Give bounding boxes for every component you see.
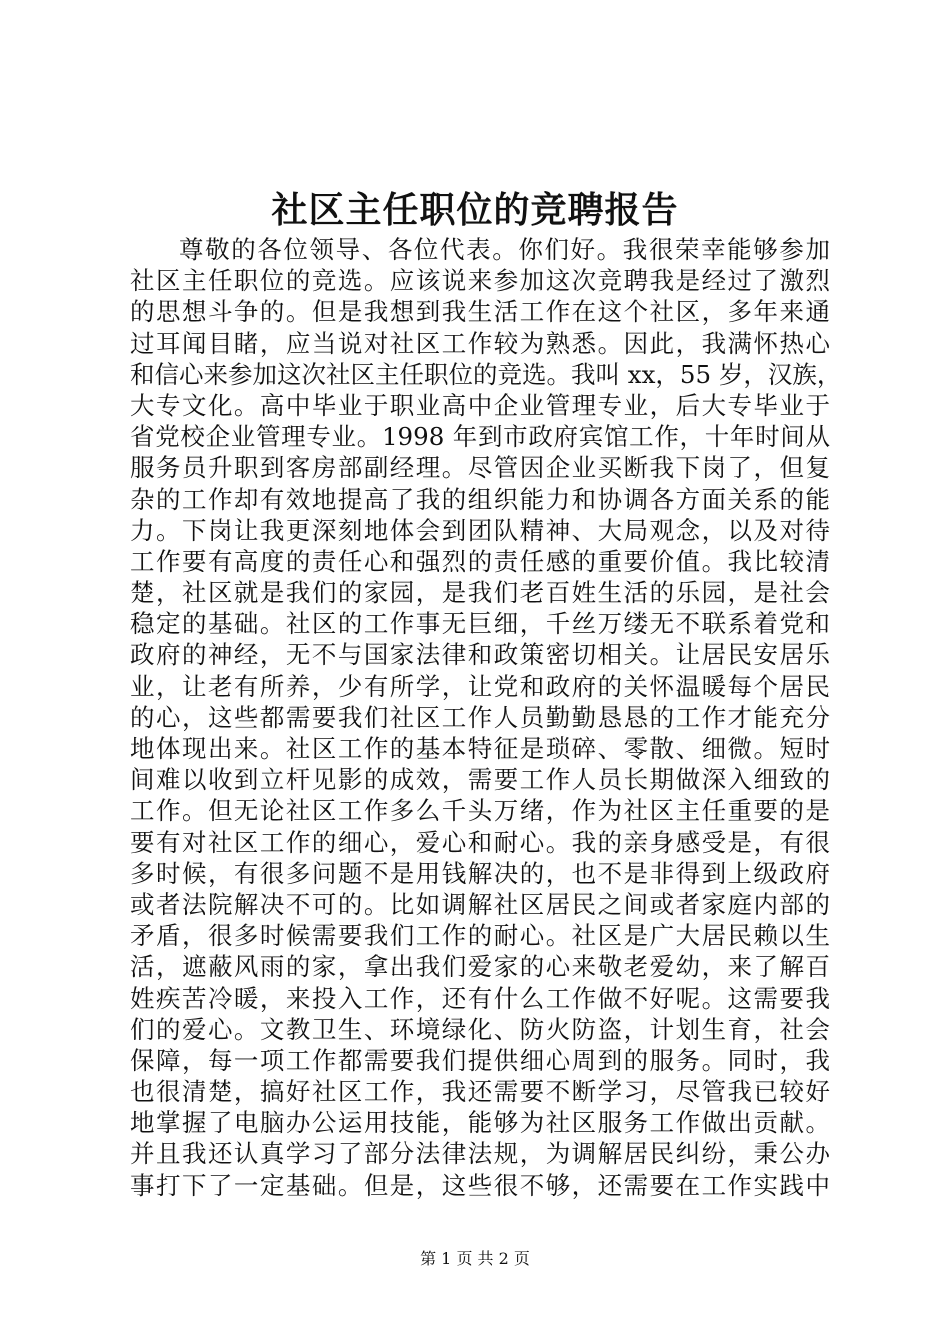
paragraph-line: 矛盾，很多时候需要我们工作的耐心。社区是广大居民赖以生 [130,921,830,951]
paragraph-line: 业，让老有所养，少有所学，让党和政府的关怀温暖每个居民 [130,671,830,701]
paragraph-line: 楚，社区就是我们的家园，是我们老百姓生活的乐园，是社会 [130,578,830,608]
paragraph-line: 并且我还认真学习了部分法律法规，为调解居民纠纷，秉公办 [130,1139,830,1169]
paragraph-line: 和信心来参加这次社区主任职位的竞选。我叫 xx，55 岁，汉族， [130,359,842,389]
paragraph-line: 工作要有高度的责任心和强烈的责任感的重要价值。我比较清 [130,546,830,576]
paragraph-line: 地体现出来。社区工作的基本特征是琐碎、零散、细微。短时 [130,734,830,763]
paragraph-line: 稳定的基础。社区的工作事无巨细，千丝万缕无不联系着党和 [130,609,830,639]
document-body [130,234,842,1201]
paragraph-line: 工作。但无论社区工作多么千头万绪，作为社区主任重要的是 [130,796,830,826]
paragraph-line: 杂的工作却有效地提高了我的组织能力和协调各方面关系的能 [130,484,830,514]
paragraph-line: 社区主任职位的竞选。应该说来参加这次竞聘我是经过了激烈 [130,266,830,296]
paragraph-line: 尊敬的各位领导、各位代表。你们好。我很荣幸能够参加 [179,235,830,264]
paragraph-line: 多时候，有很多问题不是用钱解决的，也不是非得到上级政府 [130,858,830,888]
paragraph-line: 活，遮蔽风雨的家，拿出我们爱家的心来敬老爱幼，来了解百 [130,952,830,982]
paragraph-line: 们的爱心。文教卫生、环境绿化、防火防盗，计划生育，社会 [130,1014,830,1044]
paragraph-line: 服务员升职到客房部副经理。尽管因企业买断我下岗了，但复 [130,453,830,483]
paragraph-line: 政府的神经，无不与国家法律和政策密切相关。让居民安居乐 [130,640,830,670]
paragraph-line: 力。下岗让我更深刻地体会到团队精神、大局观念，以及对待 [130,515,830,545]
paragraph-line: 姓疾苦冷暖，来投入工作，还有什么工作做不好呢。这需要我 [130,983,830,1013]
paragraph-line: 大专文化。高中毕业于职业高中企业管理专业，后大专毕业于 [130,390,830,420]
page-footer: 第 1 页 共 2 页 [420,1249,530,1268]
paragraph-line: 的思想斗争的。但是我想到我生活工作在这个社区，多年来通 [130,297,830,327]
paragraph-line: 过耳闻目睹，应当说对社区工作较为熟悉。因此，我满怀热心 [130,328,830,358]
paragraph-line: 事打下了一定基础。但是，这些很不够，还需要在工作实践中 [130,1170,830,1200]
page-title: 社区主任职位的竞聘报告 [271,189,679,231]
paragraph-line: 的心，这些都需要我们社区工作人员勤勤恳恳的工作才能充分 [130,702,830,732]
paragraph-line: 也很清楚，搞好社区工作，我还需要不断学习，尽管我已较好 [130,1077,830,1107]
paragraph-line: 地掌握了电脑办公运用技能，能够为社区服务工作做出贡献。 [130,1108,830,1138]
paragraph-line: 保障，每一项工作都需要我们提供细心周到的服务。同时，我 [130,1045,830,1075]
paragraph-line: 间难以收到立杆见影的成效，需要工作人员长期做深入细致的 [130,765,830,795]
paragraph-line: 要有对社区工作的细心，爱心和耐心。我的亲身感受是，有很 [130,827,830,857]
paragraph-line: 省党校企业管理专业。1998 年到市政府宾馆工作，十年时间从 [130,422,830,452]
paragraph-line: 或者法院解决不可的。比如调解社区居民之间或者家庭内部的 [130,889,830,919]
